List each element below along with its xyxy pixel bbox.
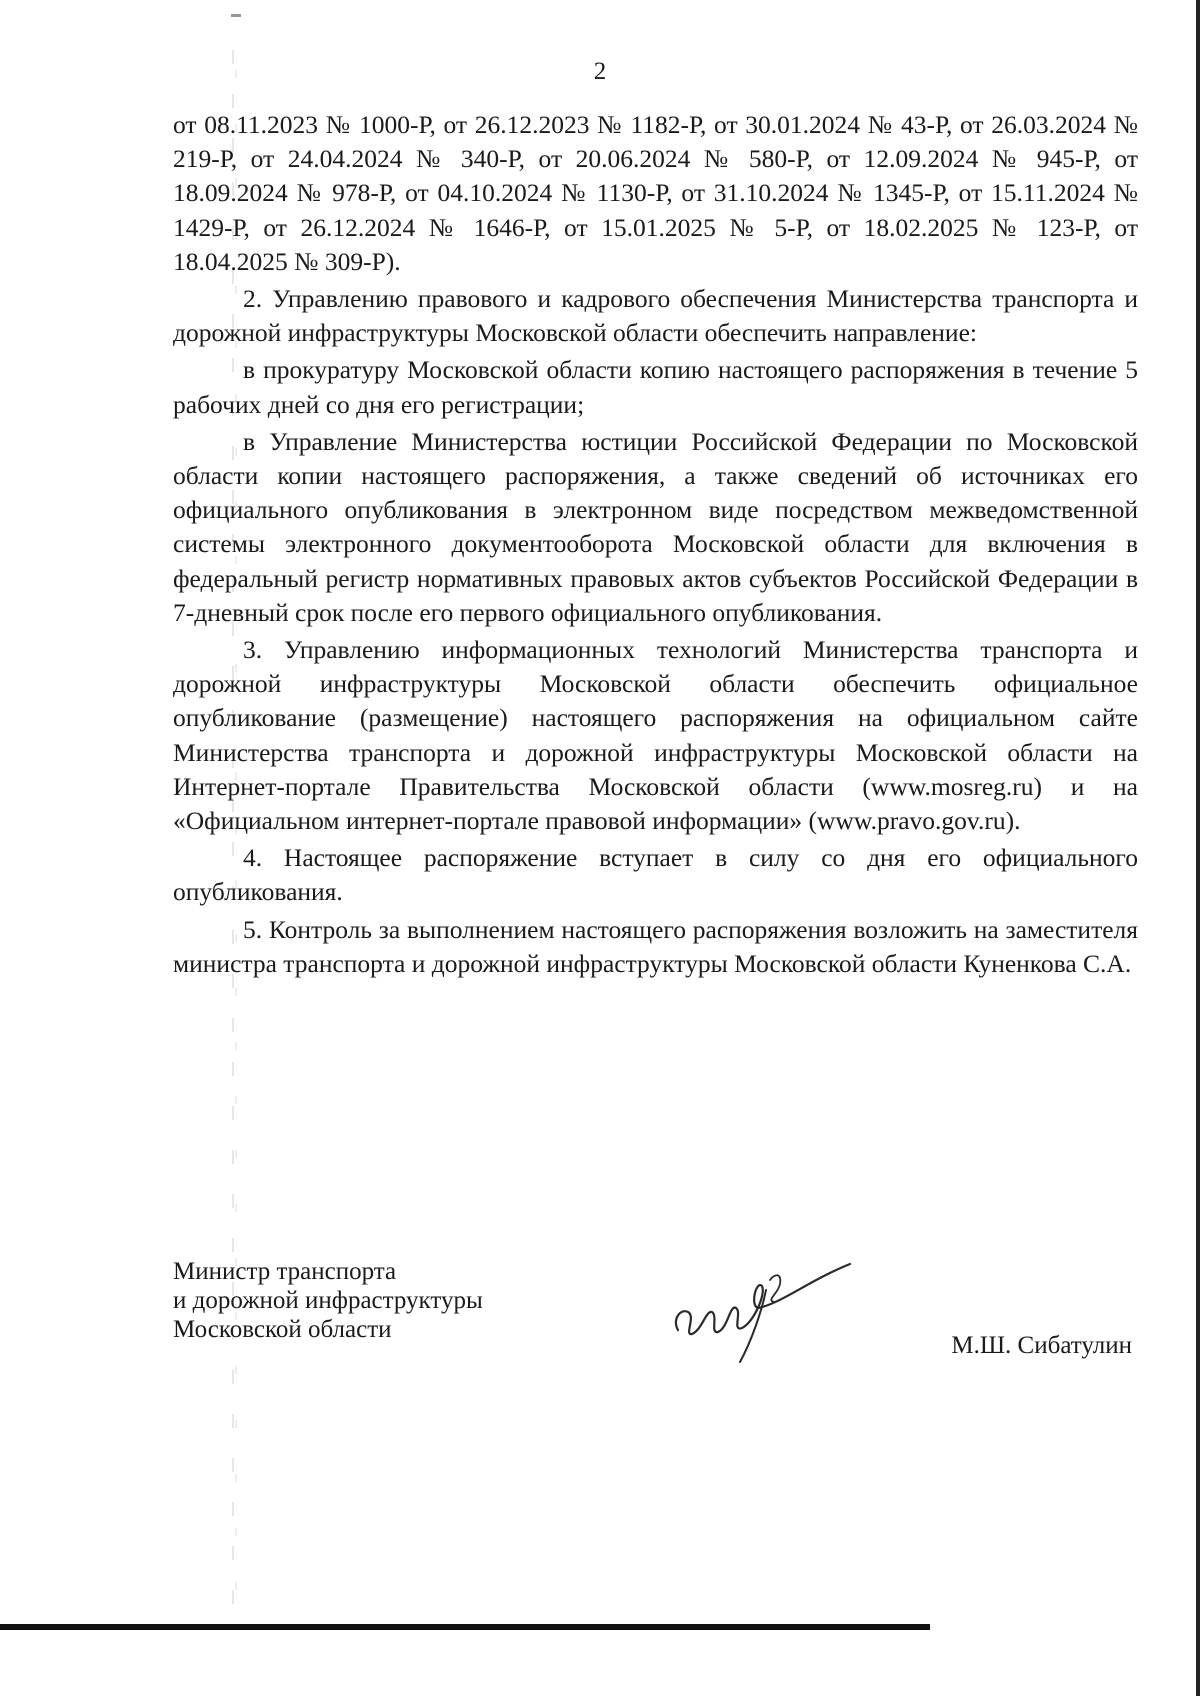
signer-position-line: Московской области [173,1316,392,1343]
document-body [173,108,1138,981]
page-number: 2 [593,58,607,85]
paragraph-item-2: 2. Управлению правового и кадрового обеспечения Министерства транспорта и дорожной инфраструктуры Московской области обеспечить направление: [173,284,1138,348]
scan-right-edge [1196,0,1200,1696]
scan-artifact [231,14,241,17]
signer-position-line: Министр транспорта [173,1258,397,1285]
paragraph-item-4: 4. Настоящее распоряжение вступает в силу со дня его официального опубликования. [173,843,1138,907]
signer-position-line: и дорожной инфраструктуры [173,1287,483,1314]
paragraph-amendments-list: от 08.11.2023 № 1000-Р, от 26.12.2023 № 1182-Р, от 30.01.2024 № 43-Р, от 26.03.2024 № 219-Р, от 24.04.2024 № 340-Р, от 20.06.2024 № 580-Р, от 12.09.2024 № 945-Р, от 18.09.2024 № 978-Р, от 04.10.2024 № 1130-Р, от 31.10.2024 № 1345-Р, от 15.11.2024 № 1429-Р, от 26.12.2024 № 1646-Р, от 15.01.2025 № 5-Р, от 18.02.2025 № 123-Р, от 18.04.2025 № 309-Р). [173,110,1138,276]
paragraph-item-5: 5. Контроль за выполнением настоящего распоряжения возложить на заместителя министра транспорта и дорожной инфраструктуры Московской области Куненкова С.А. [173,914,1138,978]
paragraph-item-2-prosecutor: в прокуратуру Московской области копию настоящего распоряжения в течение 5 рабочих дней со дня его регистрации; [173,355,1138,419]
scan-bottom-edge [0,1624,930,1630]
paragraph-item-2-justice: в Управление Министерства юстиции Российской Федерации по Московской области копии настоящего распоряжения, а также сведений об источниках его официального опубликования в электронном виде посредством межведомственной системы электронного документооборота Московской области для включения в федеральный регистр нормативных правовых актов субъектов Российской Федерации в 7-дневный срок после его первого официального опубликования. [173,426,1138,627]
signer-name: М.Ш. Сибатулин [951,1332,1132,1359]
paragraph-item-3: 3. Управлению информационных технологий Министерства транспорта и дорожной инфраструктуры Московской области обеспечить официальное опубликование (размещение) настоящего распоряжения на официальном сайте Министерства транспорта и дорожной инфраструктуры Московской области на Интернет-портале Правительства Московской области (www.mosreg.ru) и на «Официальном интернет-портале правовой информации» (www.pravo.gov.ru). [173,635,1138,836]
handwritten-signature [670,1250,860,1370]
signer-position [173,1257,483,1344]
